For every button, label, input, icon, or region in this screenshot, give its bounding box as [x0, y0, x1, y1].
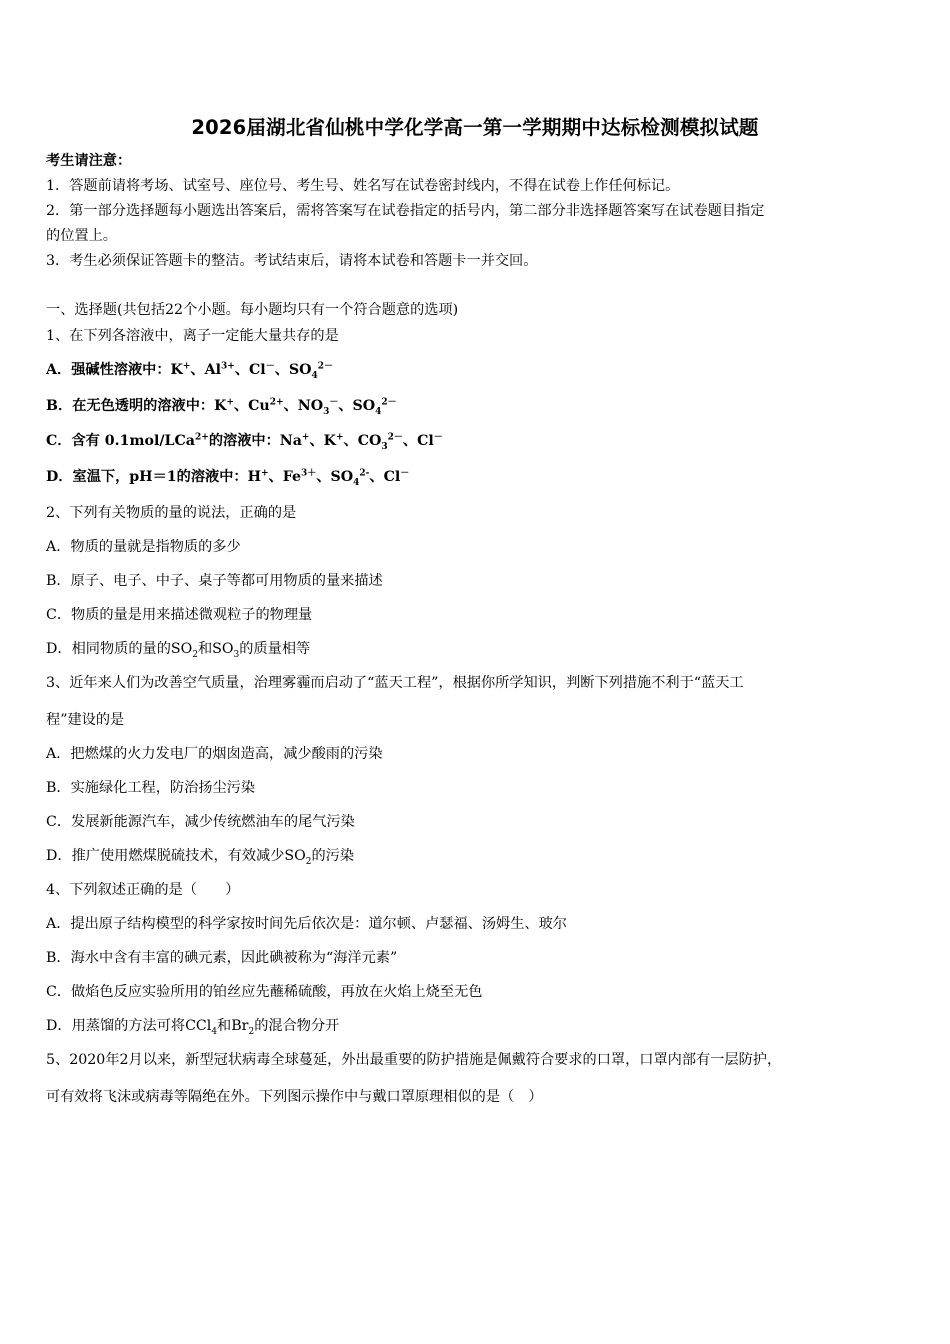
q3-option-a: A．把燃煤的火力发电厂的烟囱造高，减少酸雨的污染	[46, 746, 383, 762]
page-title: 2026届湖北省仙桃中学化学高一第一学期期中达标检测模拟试题	[191, 116, 759, 139]
q2-option-d: D．相同物质的量的$SO_2$和$SO_3$的质量相等	[46, 641, 311, 660]
section-heading: 一、选择题(共包括22个小题。每小题均只有一个符合题意的选项)	[46, 302, 459, 318]
q1-option-c: C．含有 0.1mol/LCa$^{2+}$的溶液中：Na+、K+、$CO_3^{2-}$、Cl－	[46, 432, 443, 452]
q2-stem: 2、下列有关物质的量的说法，正确的是	[46, 505, 297, 521]
q3-option-b: B．实施绿化工程，防治扬尘污染	[46, 780, 256, 796]
notice-item-2: 2．第一部分选择题每小题选出答案后，需将答案写在试卷指定的括号内，第二部分非选择题答案写在试卷题目指定	[46, 203, 765, 219]
q3-option-c: C．发展新能源汽车，减少传统燃油车的尾气污染	[46, 814, 355, 830]
q4-stem: 4、下列叙述正确的是（ ）	[46, 882, 240, 898]
notice-heading: 考生请注意：	[46, 153, 132, 169]
notice-item-1: 1．答题前请将考场、试室号、座位号、考生号、姓名写在试卷密封线内，不得在试卷上作任何标记。	[46, 178, 680, 194]
q4-option-d: D．用蒸馏的方法可将CCl$_4$和$Br_2$的混合物分开	[46, 1018, 340, 1037]
q2-option-a: A．物质的量就是指物质的多少	[46, 539, 241, 555]
q1-option-a: A．强碱性溶液中：K+、$Al^{3+}$、Cl－、$SO_4^{2-}$	[46, 361, 334, 381]
q3-option-d: D．推广使用燃煤脱硫技术，有效减少$SO_2$的污染	[46, 848, 355, 867]
q3-stem: 3、近年来人们为改善空气质量，治理雾霾而启动了“蓝天工程”，根据你所学知识，判断下列措施不利于“蓝天工	[46, 675, 744, 691]
q5-stem-cont: 可有效将飞沫或病毒等隔绝在外。下列图示操作中与戴口罩原理相似的是（ ）	[46, 1089, 543, 1105]
q4-option-a: A．提出原子结构模型的科学家按时间先后依次是：道尔顿、卢瑟福、汤姆生、玻尔	[46, 916, 567, 932]
q1-option-b: B．在无色透明的溶液中：K+、$Cu^{2+}$、$NO_3^-$、$SO_4^{2-}$	[46, 397, 397, 417]
q4-option-b: B．海水中含有丰富的碘元素，因此碘被称为“海洋元素”	[46, 950, 398, 966]
notice-item-3: 3．考生必须保证答题卡的整洁。考试结束后，请将本试卷和答题卡一并交回。	[46, 253, 538, 269]
q3-stem-cont: 程”建设的是	[46, 712, 125, 728]
q2-option-b: B．原子、电子、中子、桌子等都可用物质的量来描述	[46, 573, 383, 589]
q1-option-d: D．室温下，pH＝1的溶液中：H+、$Fe^{3+}$、$SO_4^{2-}$、Cl－	[46, 468, 410, 488]
q2-option-c: C．物质的量是用来描述微观粒子的物理量	[46, 607, 313, 623]
notice-item-2-cont: 的位置上。	[46, 228, 117, 244]
q4-option-c: C．做焰色反应实验所用的铂丝应先蘸稀硫酸，再放在火焰上烧至无色	[46, 984, 483, 1000]
q5-stem: 5、2020年2月以来，新型冠状病毒全球蔓延，外出最重要的防护措施是佩戴符合要求的口罩，口罩内部有一层防护，	[46, 1052, 782, 1068]
q1-stem: 1、在下列各溶液中，离子一定能大量共存的是	[46, 328, 339, 344]
